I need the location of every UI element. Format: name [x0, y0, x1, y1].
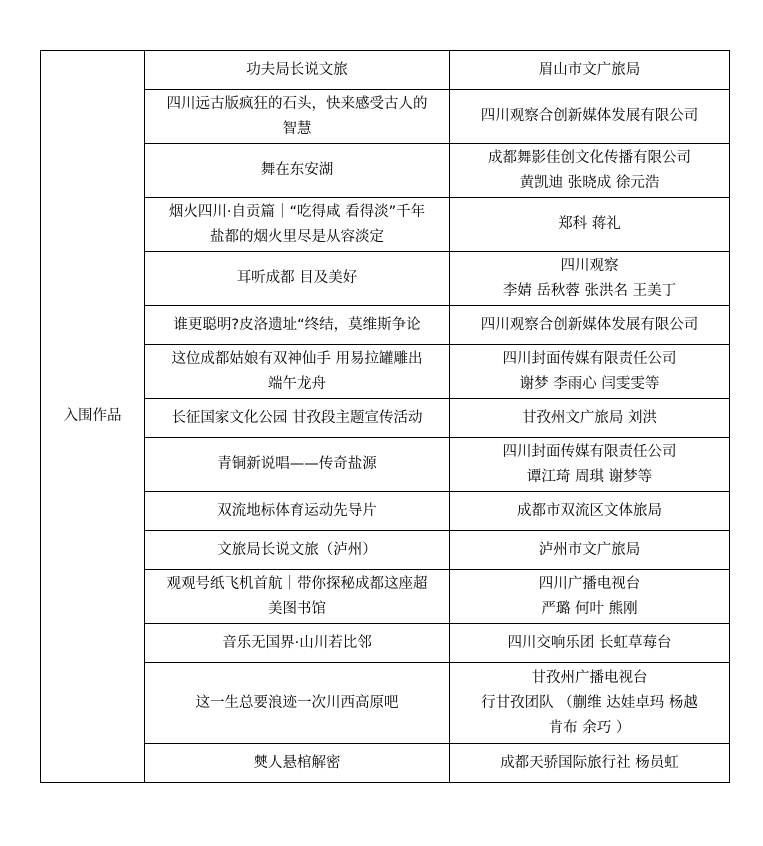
- title-cell: [145, 744, 450, 783]
- title-cell: [145, 663, 450, 744]
- author-cell: [450, 492, 730, 531]
- author-cell: [450, 306, 730, 345]
- table-row: [41, 492, 730, 531]
- table-row: [41, 399, 730, 438]
- title-line: 文旅局长说文旅（泸州）: [217, 541, 377, 558]
- title-line: 美图书馆: [268, 600, 326, 617]
- category-cell: [41, 51, 145, 783]
- title-cell: [145, 531, 450, 570]
- title-cell: [145, 570, 450, 624]
- author-line: 四川观察合创新媒体发展有限公司: [480, 108, 699, 124]
- author-line: 黄凯迪 张晓成 徐元浩: [519, 174, 660, 191]
- author-cell: [450, 624, 730, 663]
- author-line: 四川交响乐团 长虹草莓台: [507, 634, 672, 651]
- title-line: 盐都的烟火里尽是从容淡定: [210, 228, 384, 245]
- title-line: 这位成都姑娘有双神仙手 用易拉罐雕出: [171, 350, 423, 367]
- author-cell: [450, 399, 730, 438]
- title-cell: [145, 399, 450, 438]
- title-cell: [145, 345, 450, 399]
- author-cell: [450, 51, 730, 90]
- author-line: 成都天骄国际旅行社 杨员虹: [500, 754, 679, 771]
- category-label: 入围作品: [63, 408, 122, 424]
- author-cell: [450, 438, 730, 492]
- award-table-body: [41, 51, 730, 783]
- table-row: [41, 306, 730, 345]
- table-row: [41, 198, 730, 252]
- author-line: 行甘孜团队 （蒯维 达娃卓玛 杨越: [481, 694, 698, 711]
- table-row: [41, 252, 730, 306]
- author-line: 四川观察: [560, 257, 619, 274]
- author-line: 李婧 岳秋蓉 张洪名 王美丁: [502, 282, 677, 299]
- author-cell: [450, 90, 730, 144]
- title-line: 观观号纸飞机首航｜带你探秘成都这座超: [166, 575, 428, 592]
- author-line: 泸州市文广旅局: [538, 541, 641, 558]
- title-line: 这一生总要浪迹一次川西高原吧: [195, 694, 399, 711]
- title-line: 烟火四川·自贡篇｜“吃得咸 看得淡”千年: [168, 203, 426, 220]
- table-row: [41, 570, 730, 624]
- author-line: 郑科 蒋礼: [558, 216, 621, 232]
- title-line: 谁更聪明?皮洛遗址“终结，莫维斯争论: [173, 316, 421, 333]
- table-row: [41, 663, 730, 744]
- author-line: 严璐 何叶 熊刚: [541, 600, 638, 617]
- author-cell: [450, 744, 730, 783]
- title-cell: [145, 438, 450, 492]
- title-cell: [145, 90, 450, 144]
- title-line: 音乐无国界·山川若比邻: [222, 634, 372, 651]
- table-row: [41, 144, 730, 198]
- title-line: 青铜新说唱——传奇盐源: [217, 456, 377, 472]
- author-line: 谢梦 李雨心 闫雯雯等: [519, 375, 660, 392]
- author-cell: [450, 531, 730, 570]
- title-line: 四川远古版疯狂的石头，快来感受古人的: [166, 95, 428, 112]
- award-table: [40, 50, 730, 783]
- table-row: [41, 531, 730, 570]
- title-line: 僰人悬棺解密: [253, 754, 341, 771]
- title-cell: [145, 144, 450, 198]
- table-row: [41, 438, 730, 492]
- title-cell: [145, 492, 450, 531]
- table-row: [41, 624, 730, 663]
- author-cell: [450, 198, 730, 252]
- author-line: 四川观察合创新媒体发展有限公司: [480, 316, 699, 333]
- author-cell: [450, 663, 730, 744]
- author-line: 肯布 余巧 ）: [548, 719, 631, 736]
- title-cell: [145, 198, 450, 252]
- author-line: 四川封面传媒有限责任公司: [502, 443, 677, 460]
- title-line: 端午龙舟: [268, 375, 326, 392]
- author-cell: [450, 144, 730, 198]
- author-cell: [450, 570, 730, 624]
- author-cell: [450, 345, 730, 399]
- author-line: 四川广播电视台: [538, 575, 641, 592]
- author-line: 成都舞影佳创文化传播有限公司: [488, 149, 691, 166]
- table-row: [41, 51, 730, 90]
- table-row: [41, 345, 730, 399]
- table-row: [41, 744, 730, 783]
- title-line: 长征国家文化公园 甘孜段主题宣传活动: [171, 409, 423, 426]
- table-row: [41, 90, 730, 144]
- title-line: 耳听成都 目及美好: [236, 270, 358, 286]
- author-line: 眉山市文广旅局: [538, 61, 641, 78]
- title-cell: [145, 624, 450, 663]
- title-cell: [145, 306, 450, 345]
- title-cell: [145, 252, 450, 306]
- title-line: 舞在东安湖: [260, 162, 334, 178]
- author-line: 甘孜州广播电视台: [531, 669, 648, 686]
- author-line: 甘孜州文广旅局 刘洪: [521, 409, 658, 426]
- title-line: 功夫局长说文旅: [246, 61, 348, 78]
- author-line: 成都市双流区文体旅局: [517, 502, 662, 519]
- title-line: 智慧: [282, 120, 312, 137]
- author-cell: [450, 252, 730, 306]
- author-line: 四川封面传媒有限责任公司: [502, 350, 677, 367]
- title-cell: [145, 51, 450, 90]
- author-line: 谭江琦 周琪 谢梦等: [526, 468, 653, 485]
- title-line: 双流地标体育运动先导片: [217, 502, 377, 519]
